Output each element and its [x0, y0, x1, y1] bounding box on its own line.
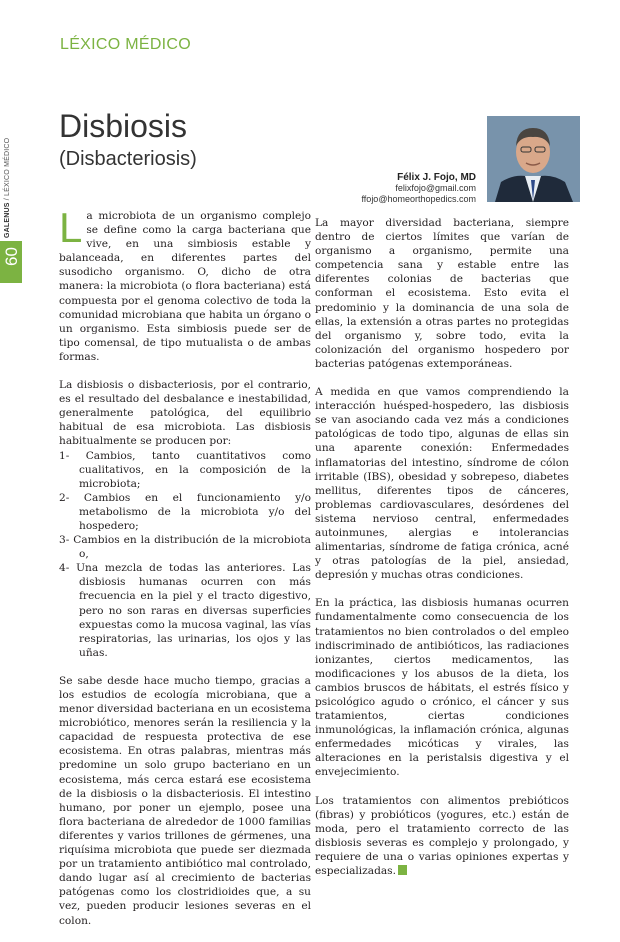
- journal-name: GALENUS: [4, 202, 11, 238]
- list-item: 2- Cambios en el funcionamiento y/o metabolismo de la microbiota y/o del hospedero;: [59, 491, 311, 532]
- paragraph: La microbiota de un organismo complejo se define como la carga bacteriana que vive, en una simbiosis estable y balanceada, en diferentes partes del susodicho organismo. O, dicho de otra manera: la microbiota (o flora bacteriana) está compuesta por el genoma colectivo de toda la comunidad microbiana que habita un órgano o un organismo. Esta simbiosis puede ser de tipo comensal, de tipo mutualista o de ambas formas.: [59, 204, 311, 363]
- author-byline: [361, 172, 476, 205]
- article-subtitle: (Disbacteriosis): [59, 148, 197, 170]
- paragraph: Los tratamientos con alimentos prebióticos (fibras) y probióticos (yogures, etc.) están de moda, pero el tratamiento correcto de las disbiosis severas es complejo y prolongado, y requiere de una o varias opiniones expertas y especializadas.: [315, 794, 569, 878]
- author-name: Félix J. Fojo, MD: [397, 172, 476, 183]
- right-column: [315, 216, 569, 892]
- author-portrait-image: [487, 116, 580, 202]
- page-number: 60: [2, 247, 21, 266]
- list-item: 3- Cambios en la distribución de la microbiota o,: [59, 534, 311, 561]
- author-photo: [487, 116, 580, 202]
- end-of-article-mark: [398, 865, 407, 875]
- running-header: [4, 138, 11, 238]
- section-label: LÉXICO MÉDICO: [60, 36, 192, 53]
- author-email[interactable]: felixfojo@gmail.com: [395, 183, 476, 193]
- list-item: 4- Una mezcla de todas las anteriores. Las disbiosis humanas ocurren con más frecuencia en la piel y el tracto digestivo, pero no son raras en diversas superficies expuestas como la mucosa vaginal, las vías respiratorias, las urinarias, los ojos y las uñas.: [59, 562, 311, 659]
- list-item: 1- Cambios, tanto cuantitativos como cualitativos, en la composición de la microbiota;: [59, 449, 311, 490]
- paragraph: La mayor diversidad bacteriana, siempre dentro de ciertos límites que varían de organismo a organismo, permite una competencia sana y estable entre las diferentes colonias de bacterias que conforman el ecosistema. Esto evita el predominio y la dominancia de una sola de ellas, la extensión a otras partes no protegidas del organismo y, sobre todo, evita la colonización del organismo hospedero por bacterias patógenas extemporáneas.: [315, 217, 569, 370]
- paragraph: En la práctica, las disbiosis humanas ocurren fundamentalmente como consecuencia de los tratamientos no bien controlados o del empleo indiscriminado de antibióticos, las radiaciones ionizantes, ciertos medicamentos, las modificaciones y los abusos de la dieta, los cambios bruscos de hábitats, el estrés físico y psicológico agudo o crónico, el cáncer y sus tratamientos, ciertas condiciones inmunológicas, la inflamación crónica, algunas enfermedades micóticas y virales, las alteraciones en la peristalsis digestiva y el envejecimiento.: [315, 597, 569, 779]
- paragraph: A medida en que vamos comprendiendo la interacción huésped-hospedero, las disbiosis se van asociando cada vez más a condiciones patológicas de todo tipo, algunas de ellas sin una aparente conexión: Enfermedades inflamatorias del intestino, síndrome de cólon irritable (IBS), obesidad y sobrepeso, diabetes mellitus, diferentes tipos de cánceres, problemas cardiovasculares, desórdenes del sistema nervioso central, enfermedades autoinmunes, alergias e intolerancias alimentarias, síndrome de fatiga crónica, acné y otras patologías de la piel, ansiedad, depresión y muchas otras condiciones.: [315, 386, 569, 582]
- section-path: / LÉXICO MÉDICO: [4, 137, 11, 203]
- article-title: Disbiosis: [59, 108, 188, 144]
- left-column: [59, 204, 311, 942]
- paragraph: Se sabe desde hace mucho tiempo, gracias a los estudios de ecología microbiana, que a menor diversidad bacteriana en un ecosistema microbiótico, menores serán la resiliencia y la capacidad de respuesta protectiva de ese ecosistema. En otras palabras, mientras más predomine un solo grupo bacteriano en un ecosistema, más cerca estará ese ecosistema de la disbiosis o la disbacteriosis. El intestino humano, por poner un ejemplo, posee una flora bacteriana de alrededor de 1000 familias diferentes y varios trillones de gérmenes, una riquísima microbiota que puede ser diezmada por un tratamiento antibiótico mal controlado, dando lugar así al crecimiento de bacterias patógenas como los clostridioides que, a su vez, pueden producir lesiones severas en el colon.: [59, 674, 311, 927]
- causes-list: [59, 449, 311, 660]
- paragraph: La disbiosis o disbacteriosis, por el contrario, es el resultado del desbalance e inestabilidad, generalmente patológica, del equilibrio habitual de esa microbiota. Las disbiosis habitualmente se producen por:: [59, 379, 311, 448]
- author-email-secondary[interactable]: ffojo@homeorthopedics.com: [361, 194, 476, 204]
- drop-cap: L: [59, 204, 83, 251]
